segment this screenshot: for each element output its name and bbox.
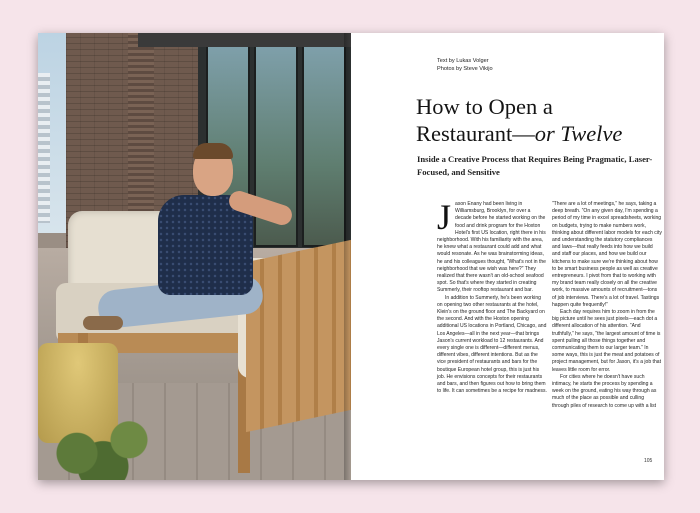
paragraph: Jason Enany had been living in Williamsburg, Brooklyn, for over a decade before he started working on the food and drink program for the Hoxton Hotel's first US location, right there in his neighborhood. With his familiarity with the area, he knew what a restaurant could add and what would resonate. As he was brainstorming ideas, he and his colleagues thought, “What's not in the neighborhood that we wish was here?” They realized that there wasn't an old-school seafood spot. So that's where they started in creating Summerly, their rooftop restaurant and bar.	[437, 197, 546, 294]
credit-photos: Photos by Steve Vikijo	[437, 66, 493, 72]
window-pane	[302, 43, 346, 247]
title-line-2-italic: or Twelve	[534, 121, 623, 146]
distant-building	[38, 73, 50, 223]
foreground-plants	[38, 413, 168, 480]
title-line-1: How to Open a	[416, 94, 553, 119]
article-subtitle: Inside a Creative Process that Requires Being Pragmatic, Laser-Focused, and Sensitive	[417, 154, 653, 177]
paragraph: Each day requires him to zoom in from the big picture until he sees just pixels—each dot a different allocation of his attention. “And truthfully,” he says, “the largest amount of time is spent pulling all those things together and communicating them to our larger team.” In some ways, this is just the meat and potatoes of project management, but for Jason, it's a job that leaves little room for error.	[552, 309, 661, 373]
text-column-2	[552, 201, 662, 410]
text-page	[351, 33, 664, 480]
person-shoe	[83, 316, 123, 330]
article-title	[416, 93, 656, 147]
awning	[138, 33, 351, 47]
page-number: 105	[644, 458, 653, 464]
paragraph: In addition to Summerly, he's been working on opening two other restaurants at the hotel, Klein's on the ground floor and The Backyard on the second. And with the Hoxton opening additional US locations in Portland, Chicago, and Los Angeles—all in the next year—that brings Jason's current workload to 12 restaurants. And every single one is different—different menus, different vibes, different intentions. But as the vice president of restaurants and bars for the boutique European hotel group, this is just his job. He envisions concepts for their restaurants and bars, and then figures out how to bring them to life. It can sometimes be a recipe for madness.	[437, 294, 547, 395]
title-line-2: Restaurant—	[416, 121, 535, 146]
paragraph: “There are a lot of meetings,” he says, taking a deep breath. “On any given day, I'm spending a period of my time in excel spreadsheets, working on budgets, trying to make numbers work, thinking about different labor models for each city and understanding the statutory compliances and laws—that really feeds into how we build and staff our places, and how we build our kitchens to make sure we're thinking about how to be smart business people as well as creative entrepreneurs. I pivot from that to working with my brand team really closely on all the creative work, to massive amounts of recruitment—tons of job interviews. There's a lot of travel. Tastings happen quite frequently!”	[552, 201, 662, 308]
drop-cap: J	[437, 197, 452, 237]
magazine-spread	[38, 33, 664, 480]
credit-text: Text by Lukas Volger	[437, 58, 489, 64]
person-hair	[193, 143, 233, 159]
article-photo	[38, 33, 351, 480]
text-column-1	[437, 197, 547, 395]
sofa-arm	[246, 240, 351, 432]
byline	[437, 57, 493, 73]
paragraph: For cities where he doesn't have such intimacy, he starts the process by spending a week on the ground, eating his way through as much of the place as possible and culling through piles of research to come up with a list	[552, 373, 657, 409]
page-gutter-shadow	[344, 33, 351, 480]
